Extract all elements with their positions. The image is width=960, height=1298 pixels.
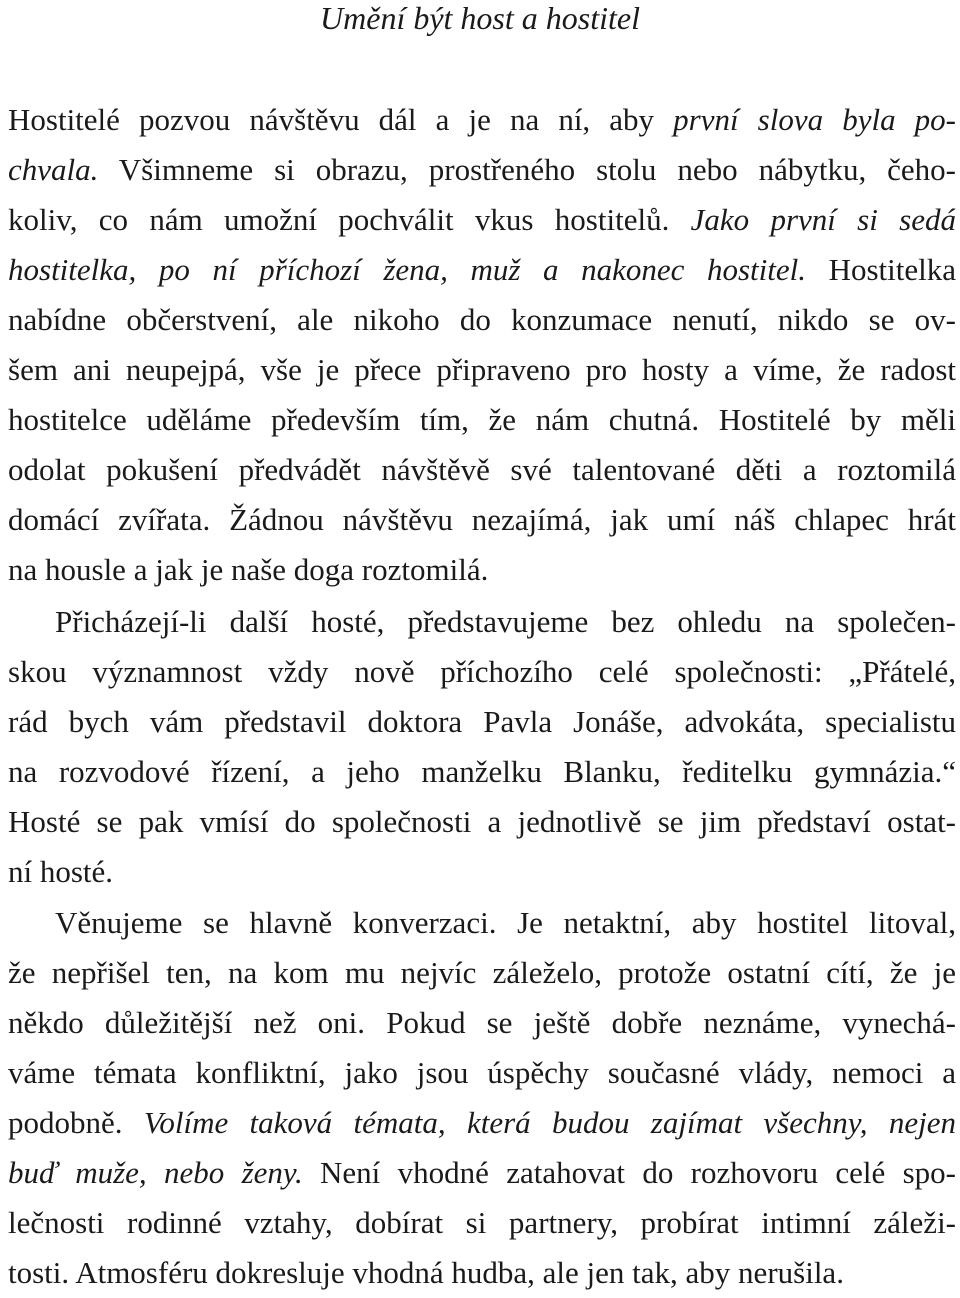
italic-span: buď muže, nebo ženy.	[8, 1155, 303, 1190]
italic-span: první slova byla po-	[673, 102, 956, 137]
text-line	[8, 495, 956, 545]
text-span: tosti. Atmosféru dokresluje vhodná hudba, ale jen tak, aby nerušila.	[8, 1255, 844, 1290]
text-span: odolat pokušení předvádět návštěvě své talentované děti a roztomilá	[8, 452, 956, 487]
text-line	[8, 345, 956, 395]
text-line	[8, 195, 956, 245]
text-line	[8, 847, 956, 897]
text-line	[8, 747, 956, 797]
text-line	[8, 245, 956, 295]
text-line	[55, 597, 956, 647]
text-line	[8, 545, 956, 595]
text-span: rád bych vám představil doktora Pavla Jonáše, advokáta, specialistu	[8, 704, 956, 739]
text-span: ní hosté.	[8, 854, 114, 889]
text-line	[8, 395, 956, 445]
text-span: váme témata konfliktní, jako jsou úspěchy současné vlády, nemoci a	[8, 1055, 956, 1090]
text-span: šem ani neupejpá, vše je přece připraveno pro hosty a víme, že radost	[8, 352, 956, 387]
text-span: domácí zvířata. Žádnou návštěvu nezajímá, jak umí náš chlapec hrát	[8, 502, 956, 537]
text-span: nabídne občerstvení, ale nikoho do konzumace nenutí, nikdo se ov-	[8, 302, 956, 337]
text-line	[8, 145, 956, 195]
text-span: že nepřišel ten, na kom mu nejvíc záleželo, protože ostatní cítí, že je	[8, 955, 956, 990]
text-line	[8, 295, 956, 345]
text-line	[8, 445, 956, 495]
text-line	[55, 898, 956, 948]
text-span: Není vhodné zatahovat do rozhovoru celé spo-	[302, 1155, 956, 1190]
text-line	[8, 1048, 956, 1098]
text-span: Hostitelka	[806, 252, 957, 287]
text-line	[8, 697, 956, 747]
text-span: hostitelce uděláme především tím, že nám chutná. Hostitelé by měli	[8, 402, 956, 437]
text-line	[8, 1248, 956, 1298]
text-span: koliv, co nám umožní pochválit vkus hostitelů.	[8, 202, 691, 237]
text-line	[8, 948, 956, 998]
page-title: Umění být host a hostitel	[320, 0, 640, 36]
text-span: skou významnost vždy nově příchozího celé společnosti: „Přátelé,	[8, 654, 956, 689]
text-span: na housle a jak je naše doga roztomilá.	[8, 552, 489, 587]
text-line	[8, 1198, 956, 1248]
text-span: podobně.	[8, 1105, 144, 1140]
text-span: Hostitelé pozvou návštěvu dál a je na ní, aby	[8, 102, 674, 137]
text-line	[8, 647, 956, 697]
italic-span: Volíme taková témata, která budou zajímat všechny, nejen	[143, 1105, 956, 1140]
text-span: na rozvodové řízení, a jeho manželku Blanku, ředitelku gymnázia.“	[8, 754, 956, 789]
text-span: Všimneme si obrazu, prostřeného stolu nebo nábytku, čeho-	[98, 152, 956, 187]
text-span: Hosté se pak vmísí do společnosti a jednotlivě se jim představí ostat-	[8, 804, 956, 839]
italic-span: Jako první si sedá	[690, 202, 956, 237]
italic-span: chvala.	[8, 152, 99, 187]
text-span: lečnosti rodinné vztahy, dobírat si partnery, probírat intimní záleži-	[8, 1205, 956, 1240]
text-line	[8, 998, 956, 1048]
text-line	[8, 1148, 956, 1198]
text-span: Přicházejí-li další hosté, představujeme bez ohledu na společen-	[55, 604, 956, 639]
text-span: někdo důležitější než oni. Pokud se ještě dobře neznáme, vynechá-	[8, 1005, 956, 1040]
text-span: Věnujeme se hlavně konverzaci. Je netaktní, aby hostitel litoval,	[55, 905, 956, 940]
text-line	[8, 1098, 956, 1148]
text-line	[8, 95, 956, 145]
text-line	[8, 797, 956, 847]
italic-span: hostitelka, po ní příchozí žena, muž a nakonec hostitel.	[8, 252, 806, 287]
